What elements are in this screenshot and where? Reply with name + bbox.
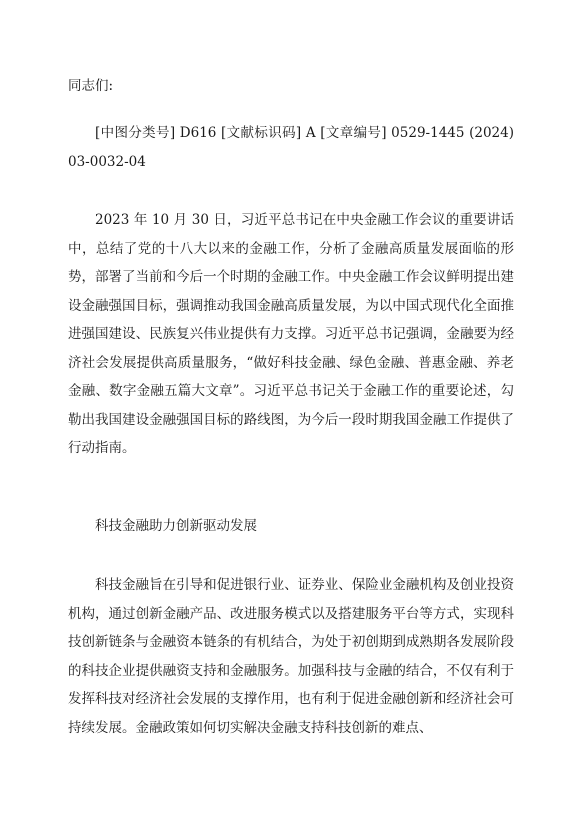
section-heading: 科技金融助力创新驱动发展 bbox=[95, 518, 257, 534]
body-paragraph-tech-finance: 科技金融旨在引导和促进银行业、证券业、保险业金融机构及创业投资机构，通过创新金融产品、改进服务模式以及搭建服务平台等方式，实现科技创新链条与金融资本链条的有机结合，为处于初创期到成熟期各发展阶段的科技企业提供融资支持和金融服务。加强科技与金融的结合，不仅有利于发挥科技对经济社会发展的支撑作用，也有利于促进金融创新和经济社会可持续发展。金融政策如何切实解决金融支持科技创新的难点、 bbox=[68, 577, 514, 736]
salutation: 同志们: bbox=[68, 78, 114, 94]
body-paragraph-intro: 2023 年 10 月 30 日，习近平总书记在中央金融工作会议的重要讲话中，总结了党的十八大以来的金融工作，分析了金融高质量发展面临的形势，部署了当前和今后一个时期的金融工作。中央金融工作会议鲜明提出建设金融强国目标，强调推动我国金融高质量发展，为以中国式现代化全面推进强国建设、民族复兴伟业提供有力支撑。习近平总书记强调，金融要为经济社会发展提供高质量服务，“做好科技金融、绿色金融、普惠金融、养老金融、数字金融五篇大文章”。习近平总书记关于金融工作的重要论述，勾勒出我国建设金融强国目标的路线图，为今后一段时期我国金融工作提供了行动指南。 bbox=[68, 212, 514, 456]
classification-meta: [中图分类号] D616 [文献标识码] A [文章编号] 0529-1445 (2024) 03-0032-04 bbox=[68, 125, 514, 170]
